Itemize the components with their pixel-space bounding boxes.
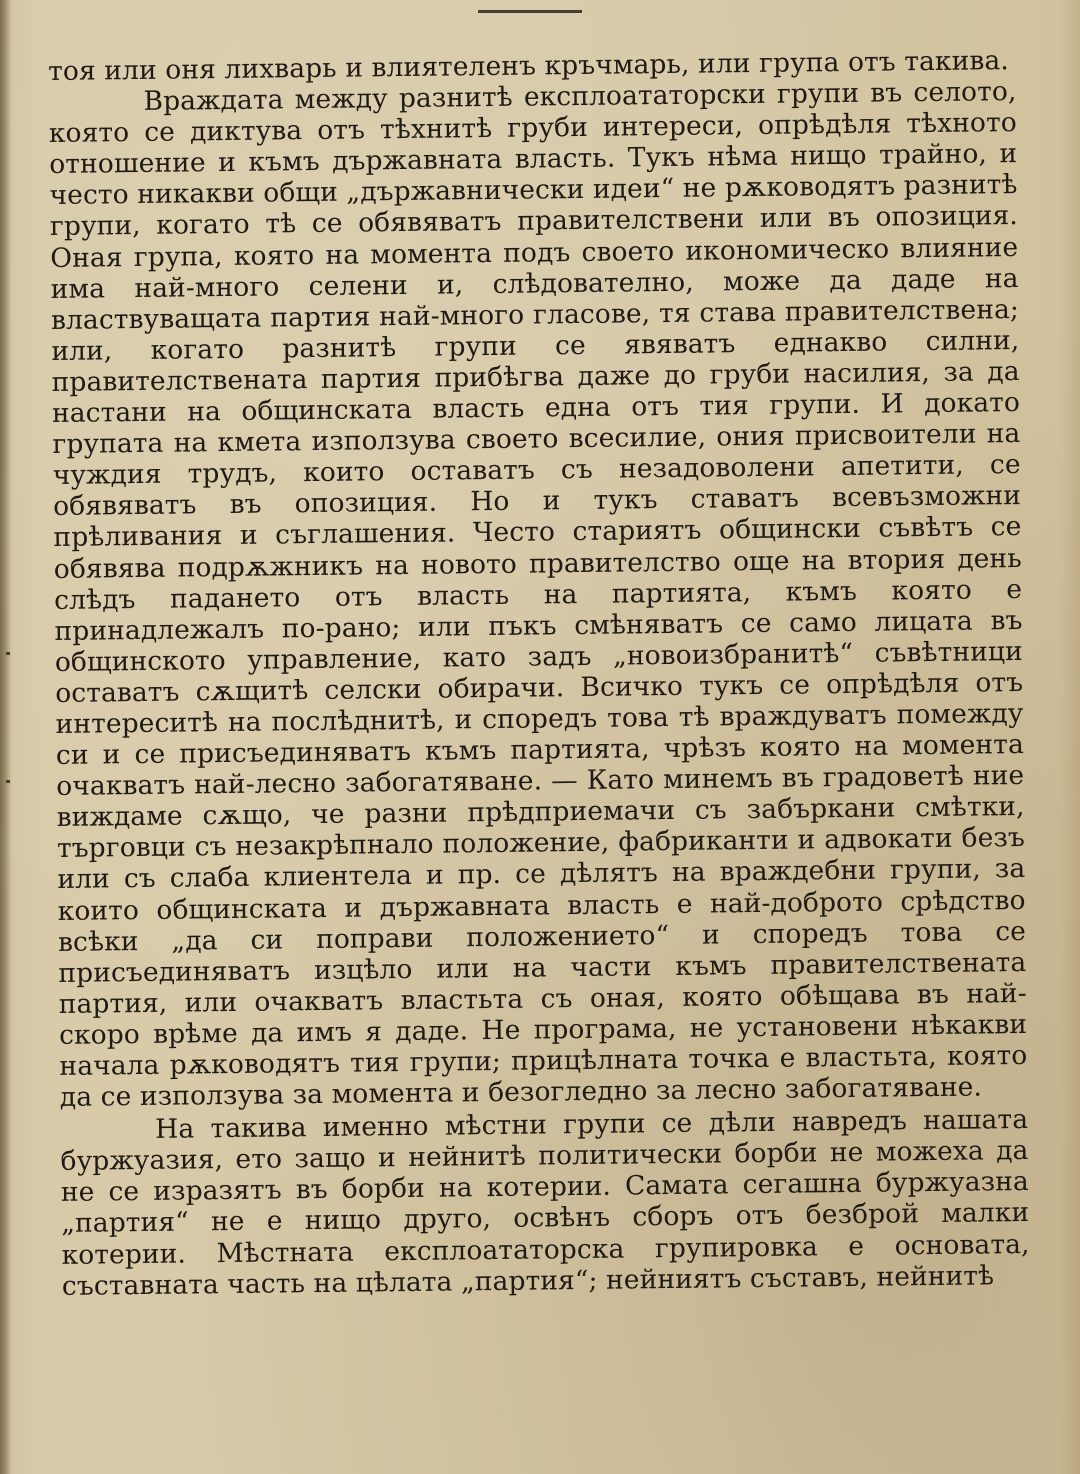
binding-shadow (0, 0, 12, 1474)
margin-mark (6, 652, 10, 655)
page-body (48, 45, 1030, 1302)
bleed-through-texture (58, 1380, 178, 1470)
margin-mark (6, 780, 10, 783)
paragraph-1: тоя или оня лихварь и влиятеленъ кръчмарь, или група отъ такива. (48, 45, 1009, 87)
header-rule (478, 10, 582, 13)
paragraph-2: Враждата между разнитѣ експлоататорски групи въ селото, която се диктува отъ тѣхнитѣ груби интереси, опрѣдѣля тѣхното отношение и къмъ държавната власть. Тукъ нѣма нищо трайно, и често никакви общи „държавнически идеи“ не рѫководятъ разнитѣ групи, когато тѣ се обявяватъ правителствени или въ опозиция. Оная група, която на момента подъ своето икономическо влияние има най-много селени и, слѣдователно, може да даде на властвуващата партия най-много гласове, тя става правителствена; или, когато разнитѣ групи се явяватъ еднакво силни, правителствената партия прибѣгва даже до груби насилия, за да настани на общинската власть една отъ тия групи. И докато групата на кмета използува своето всесилие, ония присвоители на чуждия трудъ, които оставатъ съ незадоволени апетити, се обявяватъ въ опозиция. Но и тукъ ставатъ всевъзможни прѣливания и съглашения. Често стариятъ общински съвѣтъ се обявява подрѫжникъ на новото правителство още на втория день слѣдъ падането отъ власть на партията, къмъ която е принадлежалъ по-рано; или пъкъ смѣняватъ се само лицата въ общинското управление, като задъ „новоизбранитѣ“ съвѣтници оставатъ сѫщитѣ селски обирачи. Всичко тукъ се опрѣдѣля отъ интереситѣ на послѣднитѣ, и споредъ това тѣ враждуватъ помежду си и се присъединяватъ къмъ партията, чрѣзъ която на момента очакватъ най-лесно забогатяване. — Като минемъ въ градоветѣ ние виждаме сѫщо, че разни прѣдприемачи съ забъркани смѣтки, търговци съ незакрѣпнало положение, фабриканти и адвокати безъ или съ слаба клиентела и пр. се дѣлятъ на враждебни групи, за които общинската и държавната власть е най-доброто срѣдство всѣки „да си поправи положението“ и споредъ това се присъединяватъ изцѣло или на части къмъ правителствената партия, или очакватъ властьта съ оная, която обѣщава въ най-скоро врѣме да имъ я даде. Не програма, не установени нѣкакви начала рѫководятъ тия групи; прицѣлната точка е властьта, която да се използува за момента и безогледно за лесно забогатяване. (48, 76, 1028, 1114)
paragraph-3: На такива именно мѣстни групи се дѣли навредъ нашата буржуазия, ето защо и нейнитѣ политически борби не можеха да не се изразятъ въ борби на котерии. Самата сегашна буржуазна „партия“ не е нищо друго, освѣнъ сборъ отъ безброй малки котерии. Мѣстната експлоататорска групировка е основата, съставната часть на цѣлата „партия“; нейниятъ съставъ, нейнитѣ (60, 1104, 1030, 1302)
